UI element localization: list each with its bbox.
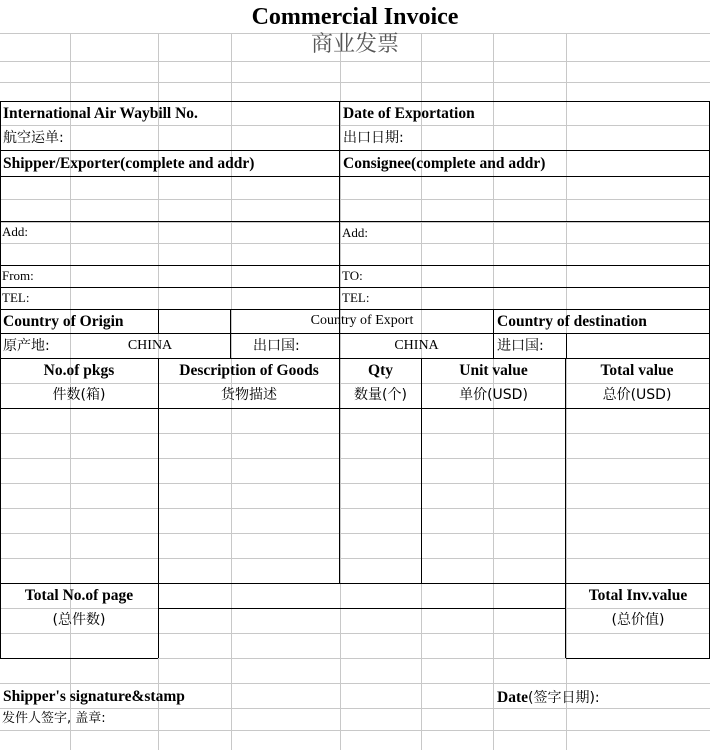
destination-label-cn: 进口国:	[497, 338, 544, 354]
export-date-label-cn: 出口日期:	[343, 130, 404, 146]
total-pages-label: Total No.of page	[24, 587, 134, 604]
col-total-header-cn: 总价(USD)	[602, 387, 672, 403]
rule-v	[158, 358, 159, 658]
gridline-row	[0, 708, 710, 709]
gridline-row	[0, 730, 710, 731]
sign-date-label-cn: (签字日期):	[528, 690, 600, 706]
export-country-label-cn: 出口国:	[253, 338, 300, 354]
col-qty-header-cn: 数量(个)	[354, 387, 407, 403]
awb-label-cn: 航空运单:	[3, 130, 64, 146]
gridline-row	[0, 199, 710, 200]
rule-h	[0, 333, 710, 334]
rule-h	[0, 358, 710, 359]
signature-label: Shipper's signature&stamp	[3, 688, 185, 705]
shipper-add-label: Add:	[2, 224, 28, 239]
rule-h	[0, 150, 710, 151]
gridline-row	[0, 125, 710, 126]
origin-label-cn: 原产地:	[3, 338, 50, 354]
rule-v	[493, 309, 494, 358]
shipper-from-label: From:	[2, 268, 34, 283]
rule-h	[0, 309, 710, 310]
col-total-header: Total value	[600, 362, 674, 379]
invoice-subtitle: 商业发票	[310, 32, 399, 57]
gridline-row	[0, 433, 710, 434]
consignee-tel-label: TEL:	[342, 290, 370, 305]
total-pages-label-cn: (总件数)	[52, 612, 106, 628]
consignee-to-label: TO:	[342, 268, 363, 283]
gridline-row	[0, 683, 710, 684]
rule-h	[0, 583, 710, 584]
export-country-label: Country of Export	[310, 313, 414, 328]
gridline-row	[0, 533, 710, 534]
consignee-label: Consignee(complete and addr)	[343, 155, 546, 172]
rule-h	[0, 408, 710, 409]
rule-h	[0, 658, 158, 659]
total-inv-label: Total Inv.value	[588, 587, 688, 604]
consignee-add-label: Add:	[342, 225, 368, 240]
total-inv-label-cn: (总价值)	[611, 612, 665, 628]
shipper-tel-label: TEL:	[2, 290, 30, 305]
gridline-row	[0, 558, 710, 559]
rule-v	[158, 309, 159, 333]
shipper-label: Shipper/Exporter(complete and addr)	[3, 155, 255, 172]
sign-date-label-en: Date	[497, 689, 528, 706]
rule-h	[158, 608, 566, 609]
col-desc-header: Description of Goods	[179, 362, 319, 379]
sign-date-label	[497, 689, 600, 706]
gridline-row	[0, 633, 710, 634]
gridline-row	[0, 243, 710, 244]
gridline-row	[0, 61, 710, 62]
origin-label: Country of Origin	[3, 313, 124, 330]
rule-h	[0, 101, 710, 102]
export-country-value: CHINA	[394, 338, 439, 353]
col-qty-header: Qty	[368, 362, 393, 379]
rule-h	[0, 287, 710, 288]
col-pkgs-header: No.of pkgs	[43, 362, 115, 379]
awb-label: International Air Waybill No.	[3, 105, 198, 122]
col-unit-header-cn: 单价(USD)	[459, 387, 528, 403]
export-date-label: Date of Exportation	[343, 105, 475, 122]
gridline-row	[0, 222, 710, 223]
signature-label-cn: 发件人签字, 盖章:	[2, 711, 106, 726]
invoice-title: Commercial Invoice	[251, 4, 459, 30]
rule-v	[0, 101, 1, 658]
destination-label: Country of destination	[497, 313, 647, 330]
rule-h	[566, 658, 710, 659]
origin-value: CHINA	[127, 338, 173, 353]
rule-h	[0, 221, 710, 222]
rule-h	[0, 176, 710, 177]
gridline-row	[0, 458, 710, 459]
gridline-row	[0, 508, 710, 509]
rule-h	[0, 265, 710, 266]
gridline-row	[0, 483, 710, 484]
col-pkgs-header-cn: 件数(箱)	[52, 387, 106, 403]
gridline-row	[0, 82, 710, 83]
rule-v	[566, 333, 567, 358]
gridline-row	[0, 383, 710, 384]
col-unit-header: Unit value	[459, 362, 528, 379]
col-desc-header-cn: 货物描述	[221, 387, 277, 403]
